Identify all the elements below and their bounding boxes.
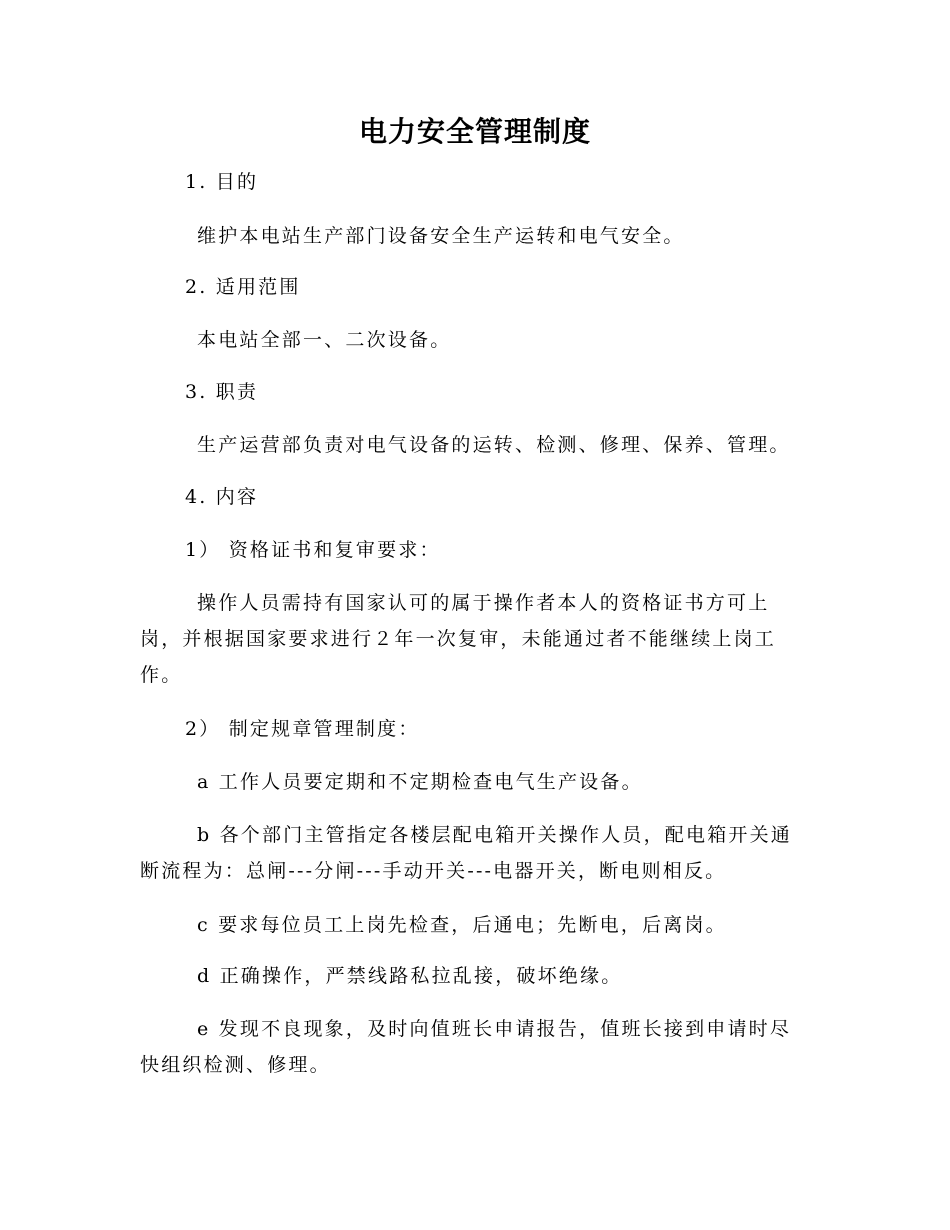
list-item-c: c 要求每位员工上岗先检查，后通电；先断电，后离岗。 (197, 914, 727, 936)
subsection-heading-certificate: 1） 资格证书和复审要求： (185, 539, 441, 561)
list-item-b: b 各个部门主管指定各楼层配电箱开关操作人员，配电箱开关通 (197, 824, 793, 846)
subsection-heading-regulations: 2） 制定规章管理制度： (185, 718, 420, 740)
list-item-e-continuation: 快组织检测、修理。 (140, 1054, 331, 1076)
paragraph-line: 岗，并根据国家要求进行２年一次复审，未能通过者不能继续上岗工 (140, 628, 777, 650)
document-title: 电力安全管理制度 (358, 115, 591, 148)
section-heading-purpose: 1. 目的 (185, 171, 259, 193)
section-body-scope: 本电站全部一、二次设备。 (197, 329, 452, 351)
section-body-responsibility: 生产运营部负责对电气设备的运转、检测、修理、保养、管理。 (197, 434, 791, 456)
list-item-d: d 正确操作，严禁线路私拉乱接，破坏绝缘。 (197, 965, 623, 987)
paragraph-line: 操作人员需持有国家认可的属于操作者本人的资格证书方可上 (197, 592, 770, 614)
paragraph-line: 作。 (140, 664, 183, 686)
section-heading-scope: 2. 适用范围 (185, 276, 301, 298)
list-item-a: a 工作人员要定期和不定期检查电气生产设备。 (197, 771, 643, 793)
section-heading-content: 4. 内容 (185, 486, 259, 508)
list-item-b-continuation: 断流程为：总闸---分闸---手动开关---电器开关，断电则相反。 (140, 860, 727, 882)
section-heading-responsibility: 3. 职责 (185, 381, 259, 403)
list-item-e: e 发现不良现象，及时向值班长申请报告，值班长接到申请时尽 (197, 1018, 792, 1040)
section-body-purpose: 维护本电站生产部门设备安全生产运转和电气安全。 (197, 225, 685, 247)
